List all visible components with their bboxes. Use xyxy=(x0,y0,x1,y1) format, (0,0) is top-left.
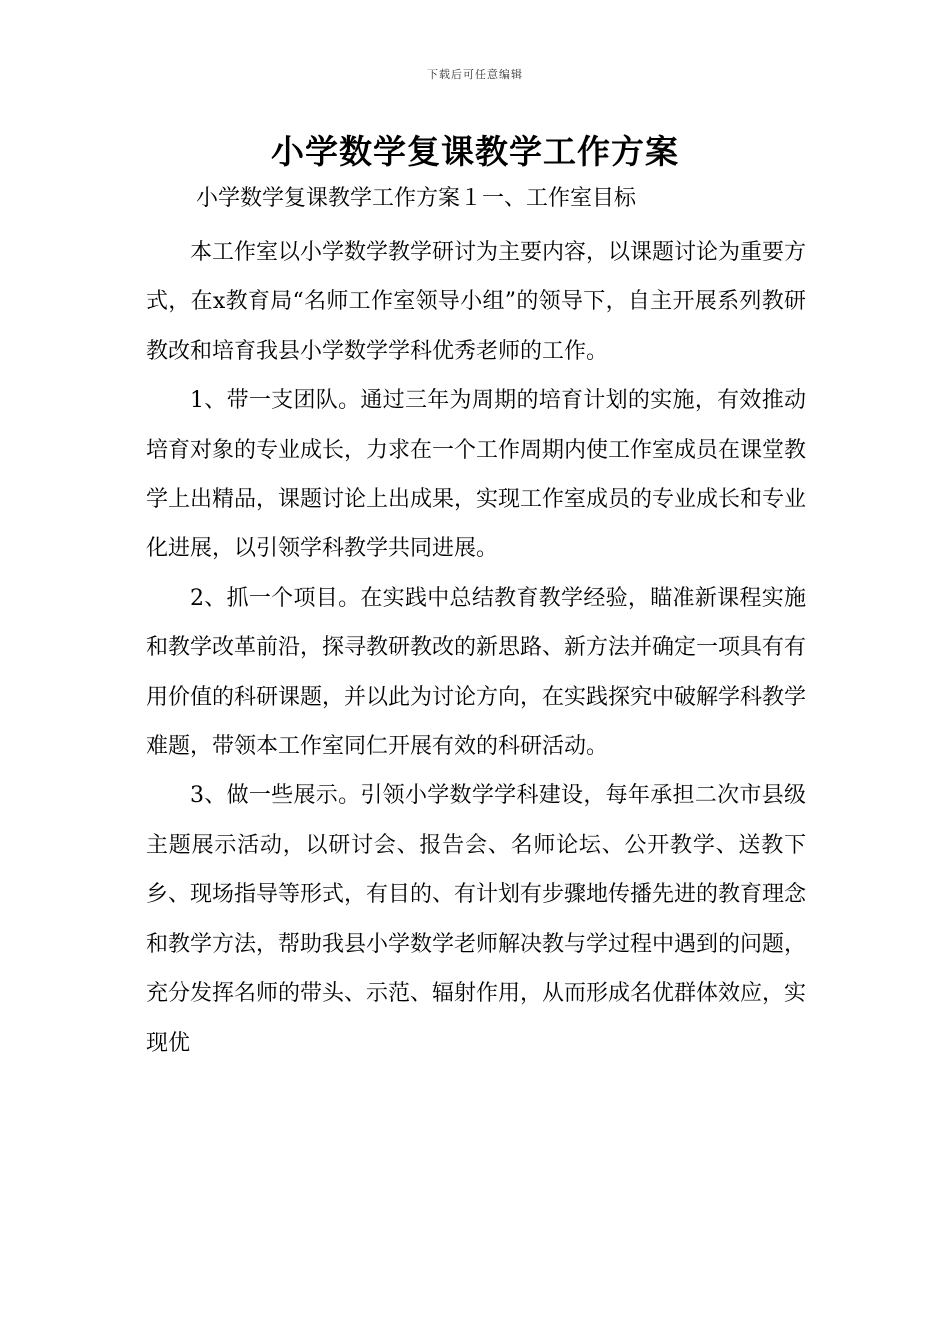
paragraph-item-1: 1、带一支团队。通过三年为周期的培育计划的实施，有效推动培育对象的专业成长，力求在一个工作周期内使工作室成员在课堂教学上出精品，课题讨论上出成果，实现工作室成员的专业成长和专业化进展，以引领学科教学共同进展。 xyxy=(146,388,807,562)
section-heading: 小学数学复课教学工作方案１一、工作室目标 xyxy=(196,186,637,211)
paragraph-intro: 本工作室以小学数学教学研讨为主要内容，以课题讨论为重要方式，在x教育局“名师工作室领导小组”的领导下，自主开展系列教研教改和培育我县小学数学学科优秀老师的工作。 xyxy=(146,240,807,364)
paragraph-item-2: 2、抓一个项目。在实践中总结教育教学经验，瞄准新课程实施和教学改革前沿，探寻教研教改的新思路、新方法并确定一项具有有用价值的科研课题，并以此为讨论方向，在实践探究中破解学科教学难题，带领本工作室同仁开展有效的科研活动。 xyxy=(146,585,807,760)
body-text xyxy=(146,228,806,1068)
document-title: 小学数学复课教学工作方案 xyxy=(271,132,679,171)
paragraph-item-3: 3、做一些展示。引领小学数学学科建设，每年承担二次市县级主题展示活动，以研讨会、报告会、名师论坛、公开教学、送教下乡、现场指导等形式，有目的、有计划有步骤地传播先进的教育理念和教学方法，帮助我县小学数学老师解决教与学过程中遇到的问题，充分发挥名师的带头、示范、辐射作用，从而形成名优群体效应，实现优 xyxy=(146,783,807,1056)
header-note: 下载后可任意编辑 xyxy=(427,68,523,81)
